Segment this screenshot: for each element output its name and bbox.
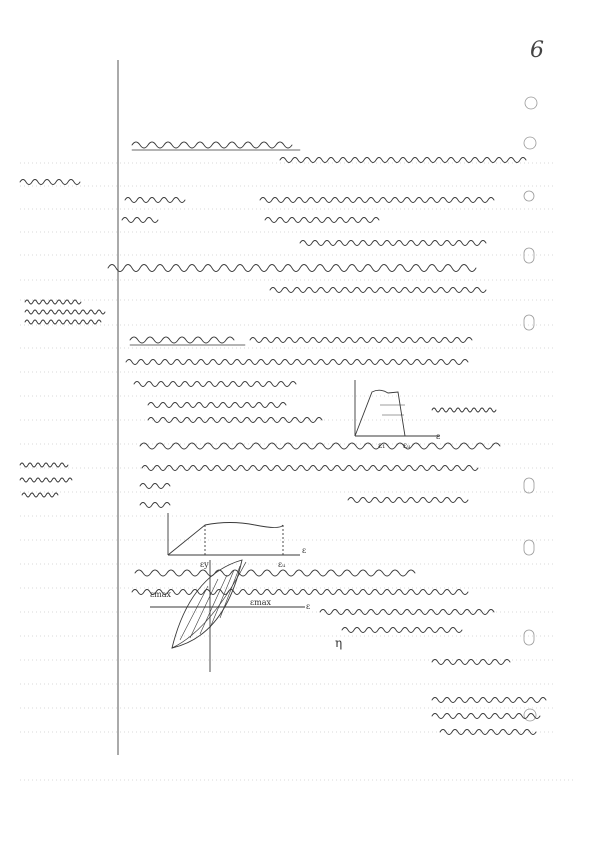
handwriting-line <box>20 180 80 185</box>
margin-note <box>25 320 101 324</box>
handwriting-line <box>250 338 472 343</box>
handwriting-line <box>148 418 322 423</box>
hysteresis-x-label: ε <box>306 602 311 611</box>
ruled-lines <box>20 163 575 780</box>
handwriting-line <box>148 403 286 408</box>
handwriting-line <box>135 570 415 576</box>
hysteresis-emax-left-label: εmax <box>150 590 172 599</box>
margin-note <box>25 310 105 314</box>
handwriting-line <box>432 660 510 665</box>
handwriting-line <box>300 241 486 246</box>
margin-note <box>22 493 58 497</box>
page-number: 6 <box>530 38 544 63</box>
handwriting-line <box>126 360 468 365</box>
margin-note <box>25 300 81 304</box>
handwriting-line <box>260 198 494 203</box>
handwriting-line <box>320 610 494 615</box>
handwriting-line <box>265 218 379 223</box>
hysteresis-graph <box>150 560 305 672</box>
handwriting-line <box>280 158 526 163</box>
fracture-x-label: ε <box>436 432 441 441</box>
punch-holes <box>524 97 537 721</box>
handwriting-line <box>270 288 486 293</box>
plastic-x-label: ε <box>302 546 307 555</box>
hysteresis-emax-right-label: εmax <box>250 598 272 607</box>
fracture-graph <box>355 380 440 436</box>
handwriting-line <box>134 382 296 387</box>
plastic-ey-label: εy <box>200 560 209 569</box>
handwriting-line <box>342 628 462 633</box>
handwriting-line <box>108 265 476 272</box>
handwriting-line <box>132 590 468 595</box>
handwriting-line <box>440 730 536 735</box>
fracture-e1-label: ε₁ <box>378 441 386 450</box>
handwriting-strokes <box>20 142 546 735</box>
curve <box>355 390 405 436</box>
handwriting-line <box>140 503 170 508</box>
margin-note <box>20 463 68 467</box>
fracture-eu-label: εᵤ <box>403 441 411 450</box>
handwriting-line <box>125 198 185 203</box>
margin-note <box>20 478 72 482</box>
handwriting-line <box>130 337 234 343</box>
plastic-graph <box>168 513 300 555</box>
plastic-eu-label: εᵤ <box>278 560 286 569</box>
margin-note <box>432 408 496 412</box>
handwriting-line <box>132 142 292 148</box>
handwriting-line <box>348 498 468 503</box>
handwriting-line <box>140 484 170 489</box>
handwriting-line <box>432 698 546 703</box>
damping-symbol: η <box>335 636 343 650</box>
curve <box>168 523 283 556</box>
handwriting-line <box>122 218 158 223</box>
